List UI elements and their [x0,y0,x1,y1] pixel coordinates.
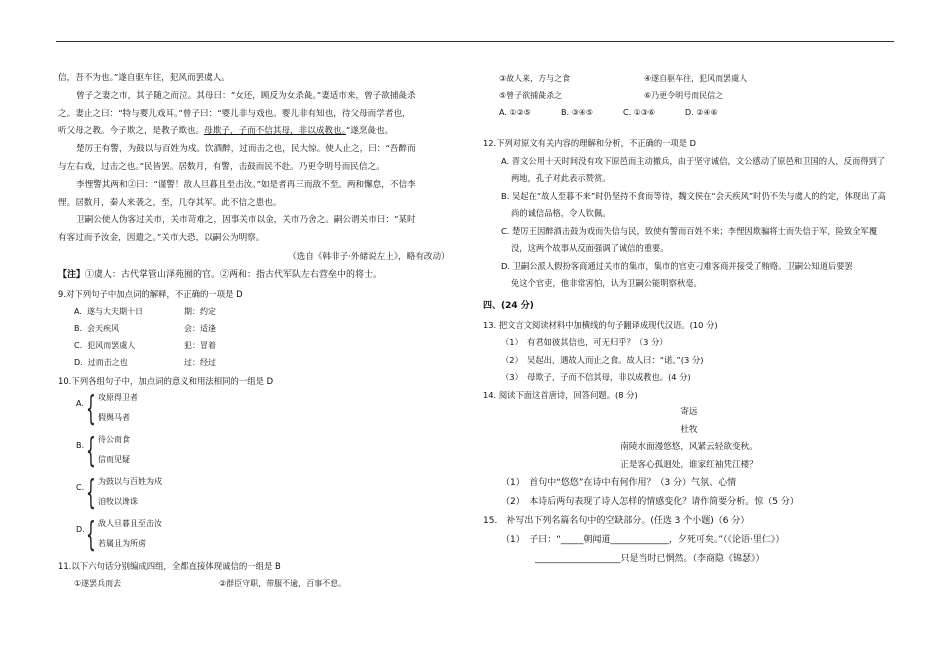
q12-line: 免这个官吏，他非常害怕，认为卫嗣公能明察秋毫。 [511,278,702,288]
q11-stem: 11.以下六句话分别编成四组，全都直接体现诚信的一组是 B [58,560,281,571]
q14-stem: 14. 阅读下面这首唐诗，回答问题。(8 分) [483,389,638,400]
passage-note: 【注】①虞人：古代掌管山泽苑囿的官。②两和：指古代军队左右营垒中的将士。 [58,269,383,280]
q9-option: A. 遂与大夫期十日 期：约定 [74,306,216,316]
passage-line: 与左右戏，过击之也。”民皆罢。居数月，有警，击鼓而民不赴。乃更令明号而民信之。 [58,161,385,172]
q11-items-row: ⑤曾子欲捕彘杀之 ⑥乃更令明号而民信之 [499,91,724,100]
passage-line: 之。妻止之曰：“特与婴儿戏耳。”曾子曰：“婴儿非与戏也。婴儿非有知也，待父母而学者也， [58,108,411,119]
q12-line: A. 晋文公用十天时间没有攻下原邑而主动撤兵，由于坚守诚信，文公感动了原邑和卫国的人，反而得到了 [501,155,886,166]
passage-line: 楚厉王有警，为鼓以与百姓为戍。饮酒醉，过而击之也，民大惊。使人止之，曰：“吾醉而 [76,144,416,155]
q9-option: D. 过而击之也 过：经过 [74,357,216,367]
q13-stem: 13. 把文言文阅读材料中加横线的句子翻译成现代汉语。(10 分) [483,319,718,330]
q12-line: 尚的诚信品格，令人钦佩。 [511,208,611,218]
q11-items-row: ①遂罢兵而去 ②群臣守职，带服不逾，百事不怠。 [74,578,347,588]
q12-stem: 12.下列对原文有关内容的理解和分析，不正确的一项是 D [483,138,697,148]
q11-choices: A. ①②⑤ B. ③④⑤ C. ①③⑥ D. ②④⑥ [499,108,718,117]
q12-line: 没，这两个故事从反面强调了诚信的重要。 [511,243,669,253]
poem-author: 杜牧 [680,424,698,435]
right-column [483,70,895,569]
q15-line: ___________________只是当时已惘然。（李商隐《锦瑟》） [535,554,765,564]
passage-line: 曾子之妻之市，其子随之而泣。其母曰：“女还，顾反为女杀彘。”妻适市来，曾子欲捕彘杀 [76,90,416,101]
q10-group: A. { 攻原得卫者 假舆马者 [76,388,138,429]
left-column [58,70,464,592]
q9-option: B. 会天疾风 会：适逢 [74,323,216,333]
q14-sub: （2） 本诗后两句表现了诗人怎样的情感变化？请作简要分析。惊（5 分） [501,497,799,507]
section-heading: 四、(24 分) [483,300,534,311]
q10-stem: 10.下列各组句子中，加点词的意义和用法相同的一组是 D [58,375,274,386]
underlined-sentence: 母欺子，子而不信其母，非以成教也。 [204,126,346,137]
q10-group: C. { 为鼓以与百姓为戍 洎牧以谗诛 [76,472,162,513]
q12-line: D. 卫嗣公派人假扮客商通过关市的集市，集市的官吏刁难客商并接受了贿赂。卫嗣公知道后要罢 [501,260,853,271]
q15-line: （1） 子曰：“_____朝闻道_____________，夕死可矣。”（《论语·里仁》） [501,535,785,545]
q13-item: （1） 有君如彼其信也，可无归乎？（3 分） [501,337,668,347]
header-rule [56,41,894,42]
q12-line: 两地，孔子对此表示赞赏。 [511,173,611,183]
q10-group: D. { 敌人旦暮且至击汝 若属且为所虏 [76,514,162,555]
poem-line: 正是客心孤迥处，谁家红袖凭江楼？ [620,459,758,470]
passage-line: 听父母之教。今子欺之，是教子欺也。母欺子，子而不信其母，非以成教也。”遂烹彘也。 [58,126,394,137]
q9-stem: 9.对下列句子中加点词的解释，不正确的一项是 D [58,288,243,299]
passage-line: 卫嗣公使人伪客过关市，关市苛难之，因事关市以金，关市乃舍之。嗣公谓关市曰：“某时 [76,215,416,226]
q15-stem: 15. 补写出下列名篇名句中的空缺部分。(任选 3 个小题)（6 分） [483,516,750,526]
q12-line: B. 吴起在“故人至暮不来”时仍坚持不食而等待，魏文侯在“会天疾风”时仍不失与虞人的约定，体现出了高 [501,190,886,201]
q14-sub: （1） 首句中“悠悠”在诗中有何作用？（3 分）气氛、心情 [501,478,737,488]
q10-group: B. { 待公而食 信而见疑 [76,430,130,471]
poem-line: 南陵水面漫悠悠，风紧云轻欲变秋。 [620,442,758,452]
passage-line: 有客过而予汝金，因遣之。”关市大恐，以嗣公为明察。 [58,233,265,244]
q9-option: C. 犯风而罢虞人 犯：冒着 [74,340,216,350]
q12-line: C. 楚厉王因醉酒击鼓为戏而失信与民，致使有警而百姓不来；李悝因欺骗将士而失信于军，险致全军覆 [501,225,878,236]
passage-line: 李悝警其两和②曰：“谨警！敌人旦暮且至击汝。”如是者再三而敌不至。两和懈怠，不信李 [76,179,416,190]
passage-source: （选自《韩非子·外储说左上》，略有改动） [288,251,450,262]
passage-line: 信，吾不为也。”遂自驱车往，犯风而罢虞人。 [58,73,230,83]
poem-title: 寄远 [680,407,698,417]
q13-item: （2） 吴起出，遇故人而止之食。故人曰：“诺。”(3 分) [501,354,704,365]
passage-line: 悝。居数月，秦人来袭之，至，几夺其军。此不信之患也。 [58,197,282,208]
q11-items-row: ③故人来，方与之食 ④遂自驱车往，犯风而罢虞人 [499,74,748,83]
q13-item: （3） 母欺子，子而不信其母，非以成教也。(4 分) [501,372,691,382]
